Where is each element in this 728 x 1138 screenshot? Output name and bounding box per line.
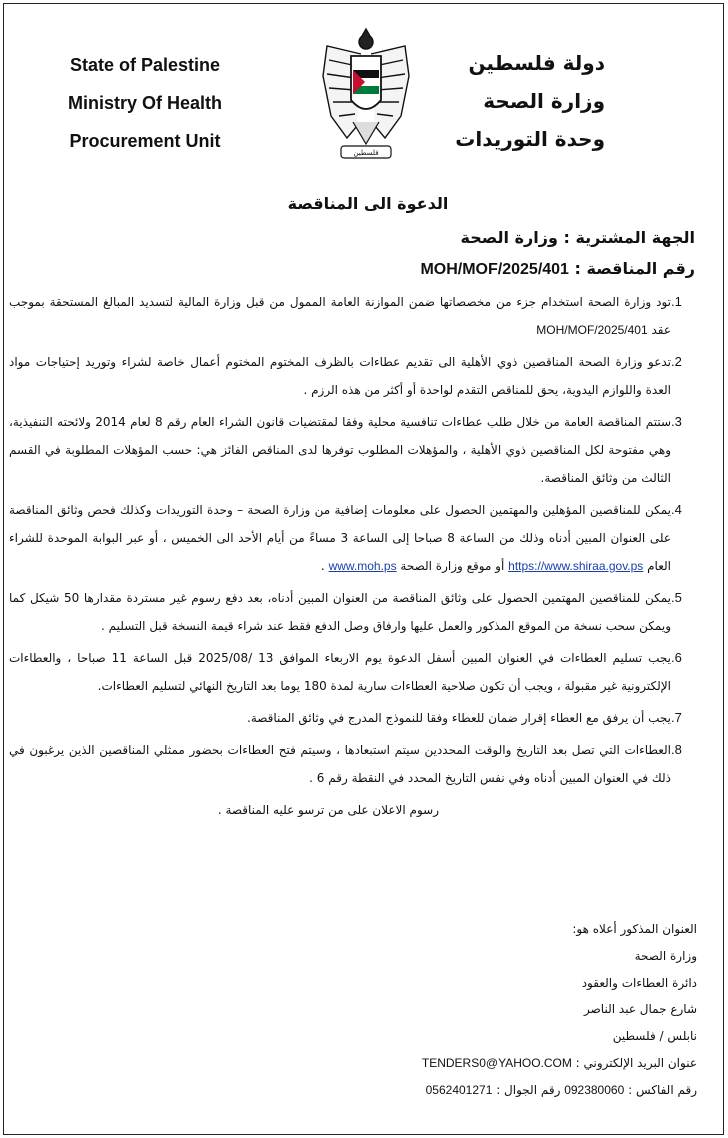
item-text: يمكن للمناقصين المهتمين الحصول على وثائق المناقصة من العنوان المبين أدناه، بعد دفع رسوم غير مستردة مقدارها 50 شيكل كما ويمكن سحب نسخة من الموقع المذكور والعمل عليها وارفاق وصل الدفع فقط عند شراء قيمة النسخة قبل التسليم .: [9, 591, 672, 633]
item-text: يجب تسليم العطاءات في العنوان المبين أسفل الدعوة يوم الاربعاء الموافق 13 /2025/08 قبل الساعة 11 صباحا ، والعطاءات الإلكترونية غير مقبولة ، ويجب أن تكون صلاحية العطاءات سارية لمدة 180 يوما بعد التاريخ النهائي لتسليم العطاءات.: [9, 651, 671, 693]
conditions-list: [9, 288, 699, 824]
list-item: [9, 644, 699, 700]
address-block: [177, 916, 697, 1104]
list-item: [9, 288, 699, 344]
list-item: [9, 704, 699, 732]
buyer-line: الجهة المشترية : وزارة الصحة: [460, 228, 695, 247]
fax-number: 092380060: [564, 1082, 625, 1097]
header-english: [50, 46, 240, 160]
phone-line: [177, 1077, 697, 1104]
item-text-end: .: [320, 559, 329, 573]
advertising-fee-note: رسوم الاعلان على من ترسو عليه المناقصة .: [217, 803, 439, 817]
item-number: .8: [671, 742, 682, 757]
item-number: .7: [671, 710, 682, 725]
moh-website-link[interactable]: www.moh.ps: [328, 559, 397, 573]
item-number: .6: [671, 650, 682, 665]
header-ar-ministry: وزارة الصحة: [483, 89, 605, 113]
header-en-ministry: Ministry Of Health: [67, 93, 223, 113]
item-number: .3: [671, 414, 682, 429]
item-text: ستتم المناقصة العامة من خلال طلب عطاءات تنافسية محلية وفقا لمقتضيات قانون الشراء العام رقم 8 لعام 2014 ولائحته التنفيذية، وهي مفتوحة لكل المناقصين ذوي الأهلية ، والمؤهلات المطلوب توفرها لدى المناقص الفائز هي: حسب المؤهلات المطلوبة في القسم الثالث من وثائق المناقصة.: [9, 415, 671, 485]
address-line: نابلس / فلسطين: [612, 1029, 697, 1044]
item-text: يمكن للمناقصين المؤهلين والمهتمين الحصول على معلومات إضافية من وزارة الصحة – وحدة التوريدات وكذلك فحص وثائق المناقصة على العنوان المبين أدناه وذلك من الساعة 8 صباحا إلى الساعة 3 مساءً من أيام الأحد الى الخميس ، أو عبر البوابة الموحدة للشراء العام: [9, 503, 671, 573]
address-line: دائرة العطاءات والعقود: [581, 975, 697, 990]
emblem-caption: فلسطين: [353, 149, 379, 157]
tender-number-line: [35, 259, 695, 279]
email-label: عنوان البريد الإلكتروني :: [571, 1055, 697, 1070]
item-text-continued: أو موقع وزارة الصحة: [396, 559, 509, 573]
header-ar-unit: وحدة التوريدات: [455, 127, 605, 151]
item-text: العطاءات التي تصل بعد التاريخ والوقت المحددين سيتم استبعادها ، وسيتم فتح العطاءات بحضور ممثلي المناقصين الذين يرغبون في ذلك في العنوان المبين أدناه وفي نفس التاريخ المحدد في النقطة رقم 6 .: [9, 743, 671, 785]
email-address[interactable]: TENDERS0@YAHOO.COM: [421, 1055, 572, 1070]
item-number: .1: [671, 294, 682, 309]
list-item: [9, 496, 699, 580]
list-item: [9, 348, 699, 404]
header-en-unit: Procurement Unit: [69, 131, 221, 151]
contract-ref: MOH/MOF/2025/401: [536, 323, 648, 337]
tender-number-label: رقم المناقصة :: [568, 259, 695, 278]
address-line: شارع جمال عبد الناصر: [584, 1002, 697, 1017]
item-number: .2: [671, 354, 682, 369]
list-item: [9, 736, 699, 792]
email-line: [177, 1050, 697, 1077]
fax-label: رقم الفاكس :: [624, 1082, 697, 1097]
shiraa-portal-link[interactable]: https://www.shiraa.gov.ps: [508, 559, 644, 573]
header-arabic: [415, 44, 605, 158]
mobile-number: 0562401271: [425, 1082, 493, 1097]
item-text: تدعو وزارة الصحة المناقصين ذوي الأهلية الى تقديم عطاءات بالظرف المختوم المختوم أعمال خاصة لشراء وتوريد إحتياجات مواد العدة واللوازم اليدوية، يحق للمناقص التقدم لواحدة أو أكثر من هذه الرزم .: [9, 355, 671, 397]
item-text: تود وزارة الصحة استخدام جزء من مخصصاتها ضمن الموازنة العامة الممول من قبل وزارة المالية لتسديد المبالغ المستحقة بموجب عقد: [9, 295, 671, 337]
item-number: .4: [671, 502, 682, 517]
mobile-label: رقم الجوال :: [492, 1082, 565, 1097]
item-number: .5: [671, 590, 682, 605]
list-item: [9, 408, 699, 492]
header-en-state: State of Palestine: [69, 55, 221, 75]
tender-notice-page: [3, 3, 724, 1135]
address-heading: العنوان المذكور أعلاه هو:: [572, 922, 697, 936]
item-text: يجب أن يرفق مع العطاء إقرار ضمان للعطاء وفقا للنموذج المدرج في وثائق المناقصة.: [247, 711, 671, 725]
header-ar-state: دولة فلسطين: [468, 51, 605, 75]
eagle-emblem-icon: [317, 26, 415, 166]
notice-title: الدعوة الى المناقصة: [287, 194, 449, 213]
list-item: [9, 584, 699, 640]
address-line: وزارة الصحة: [634, 948, 697, 963]
tender-number: MOH/MOF/2025/401: [420, 261, 569, 278]
